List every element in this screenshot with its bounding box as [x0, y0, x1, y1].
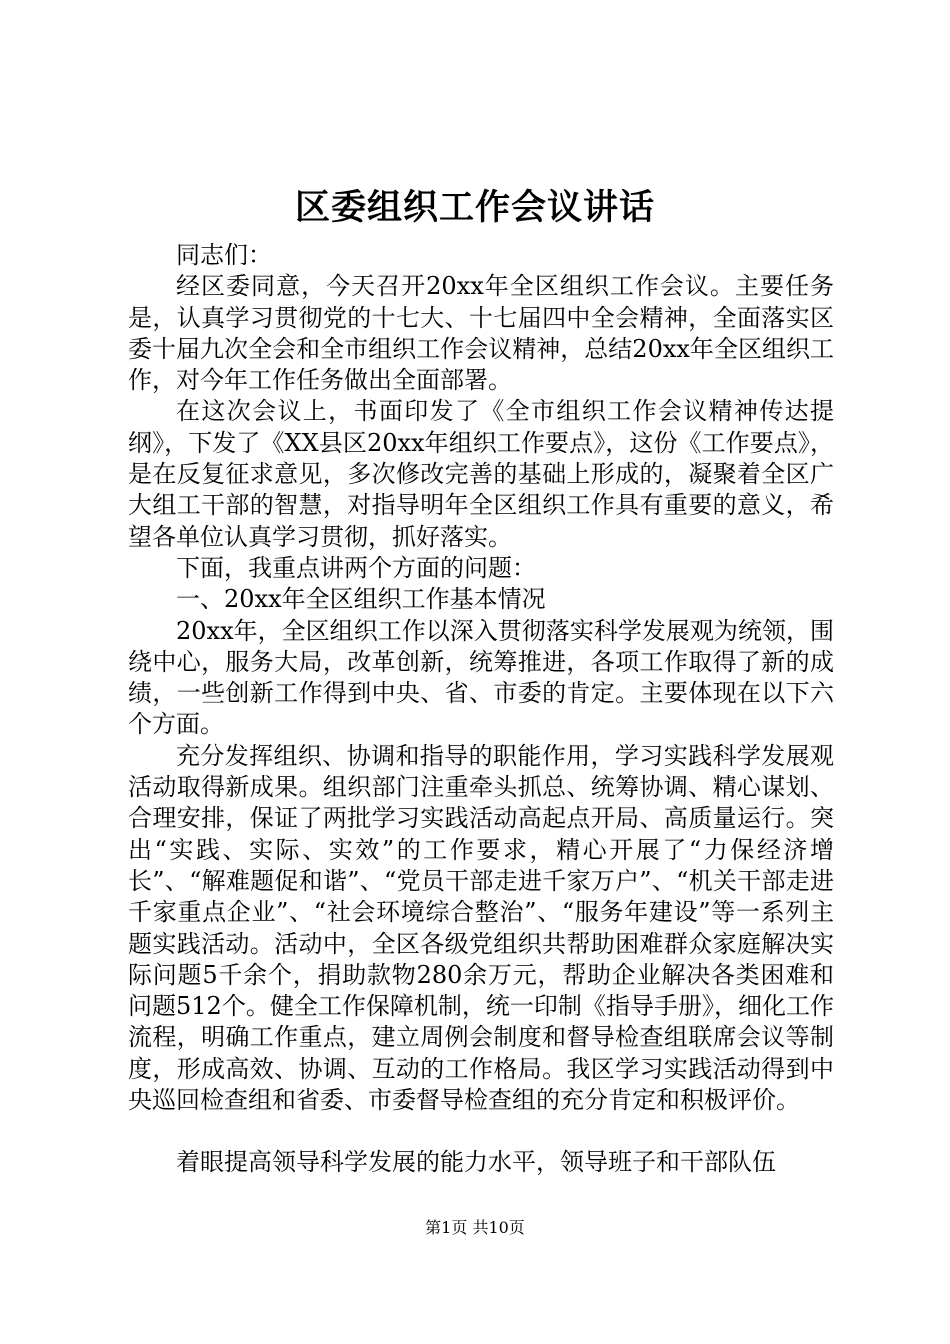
greeting-paragraph: 同志们： [176, 241, 272, 269]
body-paragraph: 在这次会议上，书面印发了《全市组织工作会议精神传达提纲》，下发了《XX县区20xx年组织工作要点》，这份《工作要点》，是在反复征求意见，多次修改完善的基础上形成的，凝聚着全区广大组工干部的智慧，对指导明年全区组织工作具有重要的意义，希望各单位认真学习贯彻，抓好落实。 [128, 397, 834, 551]
document-body [128, 240, 834, 1179]
page-footer: 第1页 共10页 [425, 1218, 525, 1237]
body-paragraph: 20xx年，全区组织工作以深入贯彻落实科学发展观为统领，围绕中心，服务大局，改革创新，统筹推进，各项工作取得了新的成绩，一些创新工作得到中央、省、市委的肯定。主要体现在以下六个方面。 [128, 616, 834, 739]
body-paragraph: 下面，我重点讲两个方面的问题： [176, 553, 536, 582]
body-paragraph: 充分发挥组织、协调和指导的职能作用，学习实践科学发展观活动取得新成果。组织部门注重牵头抓总、统筹协调、精心谋划、合理安排，保证了两批学习实践活动高起点开局、高质量运行。突出“实践、实际、实效”的工作要求，精心开展了“力保经济增长”、“解难题促和谐”、“党员干部走进千家万户”、“机关干部走进千家重点企业”、“社会环境综合整治”、“服务年建设”等一系列主题实践活动。活动中，全区各级党组织共帮助困难群众家庭解决实际问题5千余个，捐助款物280余万元，帮助企业解决各类困难和问题512个。健全工作保障机制，统一印制《指导手册》，细化工作流程，明确工作重点，建立周例会制度和督导检查组联席会议等制度，形成高效、协调、互动的工作格局。我区学习实践活动得到中央巡回检查组和省委、市委督导检查组的充分肯定和积极评价。 [128, 741, 834, 1115]
body-paragraph: 经区委同意，今天召开20xx年全区组织工作会议。主要任务是，认真学习贯彻党的十七大、十七届四中全会精神，全面落实区委十届九次全会和全市组织工作会议精神，总结20xx年全区组织工作，对今年工作任务做出全面部署。 [128, 272, 834, 395]
document-title: 区委组织工作会议讲话 [294, 187, 655, 228]
body-paragraph: 着眼提高领导科学发展的能力水平，领导班子和干部队伍 [176, 1148, 776, 1177]
section-heading: 一、20xx年全区组织工作基本情况 [176, 585, 546, 614]
